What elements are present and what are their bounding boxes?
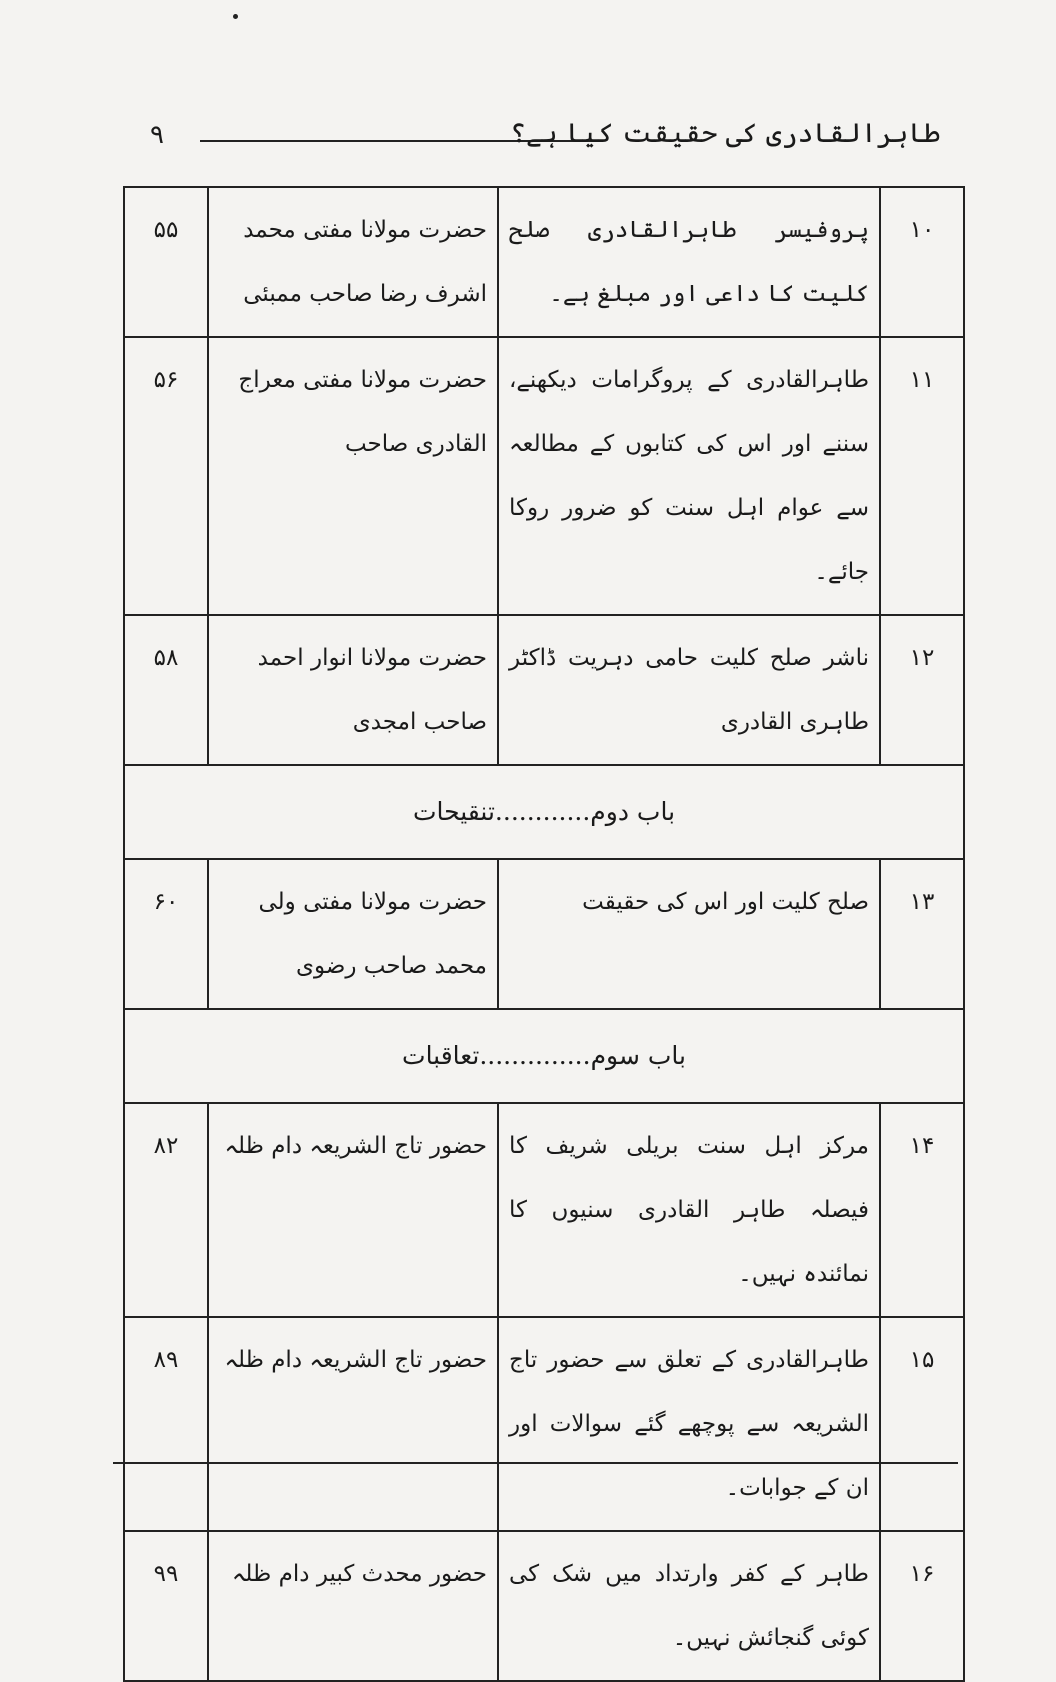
row-number: ۱۳	[880, 859, 964, 1009]
row-description: طاہر کے کفر وارتداد میں شک کی کوئی گنجائش نہیں۔	[498, 1531, 880, 1681]
table-row	[124, 859, 964, 1009]
row-author: حضور تاج الشریعہ دام ظلہ	[208, 1103, 498, 1317]
row-author: حضور محدث کبیر دام ظلہ	[208, 1531, 498, 1681]
row-description: مرکز اہل سنت بریلی شریف کا فیصلہ طاہر القادری سنیوں کا نمائندہ نہیں۔	[498, 1103, 880, 1317]
row-author: حضرت مولانا مفتی معراج القادری صاحب	[208, 337, 498, 615]
page-number: ۹	[150, 120, 164, 150]
row-page: ۶۰	[124, 859, 208, 1009]
row-author: حضرت مولانا انوار احمد صاحب امجدی	[208, 615, 498, 765]
chapter-row	[124, 765, 964, 859]
chapter-heading: باب سوم..............تعاقبات	[124, 1009, 964, 1103]
page-header	[150, 118, 940, 158]
table-row	[124, 1317, 964, 1531]
table-row	[124, 1531, 964, 1681]
row-author: حضرت مولانا مفتی ولی محمد صاحب رضوی	[208, 859, 498, 1009]
row-page: ۵۵	[124, 187, 208, 337]
chapter-heading: باب دوم............تنقیحات	[124, 765, 964, 859]
row-description: صلح کلیت اور اس کی حقیقت	[498, 859, 880, 1009]
row-number: ۱۶	[880, 1531, 964, 1681]
page-title: طاہرالقادری کی حقیقت کیا ہے؟	[510, 118, 940, 149]
table-row	[124, 1103, 964, 1317]
table-row	[124, 337, 964, 615]
row-author: حضرت مولانا مفتی محمد اشرف رضا صاحب ممبئی	[208, 187, 498, 337]
row-number: ۱۲	[880, 615, 964, 765]
ink-dot	[233, 14, 238, 19]
row-number: ۱۴	[880, 1103, 964, 1317]
row-author: حضور تاج الشریعہ دام ظلہ	[208, 1317, 498, 1531]
row-description: پروفیسر طاہرالقادری صلح کلیت کا داعی اور مبلغ ہے۔	[498, 187, 880, 337]
row-page: ۵۶	[124, 337, 208, 615]
row-page: ۸۲	[124, 1103, 208, 1317]
contents-table	[123, 186, 953, 1682]
table-row	[124, 615, 964, 765]
row-page: ۹۹	[124, 1531, 208, 1681]
row-page: ۵۸	[124, 615, 208, 765]
row-number: ۱۰	[880, 187, 964, 337]
row-number: ۱۱	[880, 337, 964, 615]
row-number: ۱۵	[880, 1317, 964, 1531]
row-description: طاہرالقادری کے تعلق سے حضور تاج الشریعہ سے پوچھے گئے سوالات اور ان کے جوابات۔	[498, 1317, 880, 1531]
table-row	[124, 187, 964, 337]
chapter-row	[124, 1009, 964, 1103]
row-description: طاہرالقادری کے پروگرامات دیکھنے، سننے اور اس کی کتابوں کے مطالعہ سے عوام اہل سنت کو ضرور روکا جائے۔	[498, 337, 880, 615]
row-description: ناشر صلح کلیت حامی دہریت ڈاکٹر طاہری القادری	[498, 615, 880, 765]
footer-rule	[113, 1462, 958, 1464]
row-page: ۸۹	[124, 1317, 208, 1531]
